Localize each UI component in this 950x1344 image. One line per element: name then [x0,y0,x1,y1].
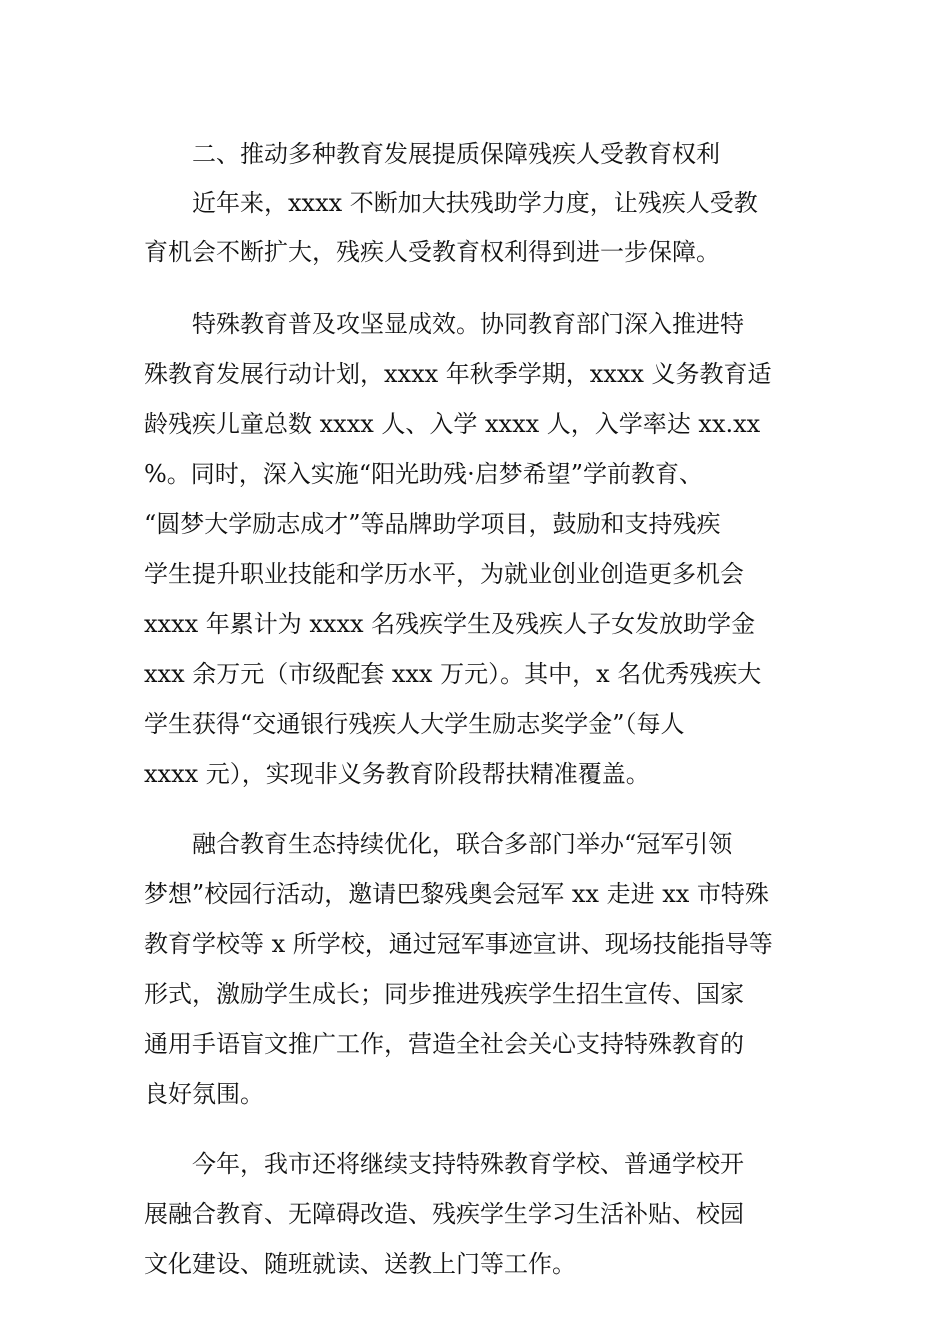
paragraph-line: xxx 余万元（市级配套 xxx 万元）。其中，x 名优秀残疾大 [144,660,762,688]
paragraph-line: xxxx 年累计为 xxxx 名残疾学生及残疾人子女发放助学金 [144,610,756,638]
paragraph-line: 龄残疾儿童总数 xxxx 人、入学 xxxx 人，入学率达 xx.xx [144,410,761,438]
paragraph-line: 展融合教育、无障碍改造、残疾学生学习生活补贴、校园 [144,1200,744,1228]
paragraph-line: 近年来，xxxx 不断加大扶残助学力度，让残疾人受教 [192,189,758,217]
paragraph-line: “圆梦大学励志成才”等品牌助学项目，鼓励和支持残疾 [144,510,721,538]
paragraph-line: 特殊教育普及攻坚显成效。协同教育部门深入推进特 [192,310,744,338]
paragraph-line: 通用手语盲文推广工作，营造全社会关心支持特殊教育的 [144,1030,744,1058]
paragraph-line: 教育学校等 x 所学校，通过冠军事迹宣讲、现场技能指导等 [144,930,773,958]
paragraph-line: 梦想”校园行活动，邀请巴黎残奥会冠军 xx 走进 xx 市特殊 [144,880,769,908]
paragraph-line: 学生提升职业技能和学历水平，为就业创业创造更多机会 [144,560,744,588]
paragraph-line: 融合教育生态持续优化，联合多部门举办“冠军引领 [192,830,733,858]
paragraph-line: 育机会不断扩大，残疾人受教育权利得到进一步保障。 [144,238,720,266]
paragraph-line: xxxx 元），实现非义务教育阶段帮扶精准覆盖。 [144,760,650,788]
paragraph-line: 文化建设、随班就读、送教上门等工作。 [144,1250,576,1278]
paragraph-line: 形式，激励学生成长；同步推进残疾学生招生宣传、国家 [144,980,744,1008]
paragraph-line: %。同时，深入实施“阳光助残·启梦希望”学前教育、 [144,460,703,488]
paragraph-line: 学生获得“交通银行残疾人大学生励志奖学金”（每人 [144,710,685,738]
section-heading: 二、推动多种教育发展提质保障残疾人受教育权利 [192,140,720,168]
paragraph-line: 今年，我市还将继续支持特殊教育学校、普通学校开 [192,1150,744,1178]
paragraph-line: 良好氛围。 [144,1080,264,1108]
paragraph-line: 殊教育发展行动计划，xxxx 年秋季学期，xxxx 义务教育适 [144,360,772,388]
